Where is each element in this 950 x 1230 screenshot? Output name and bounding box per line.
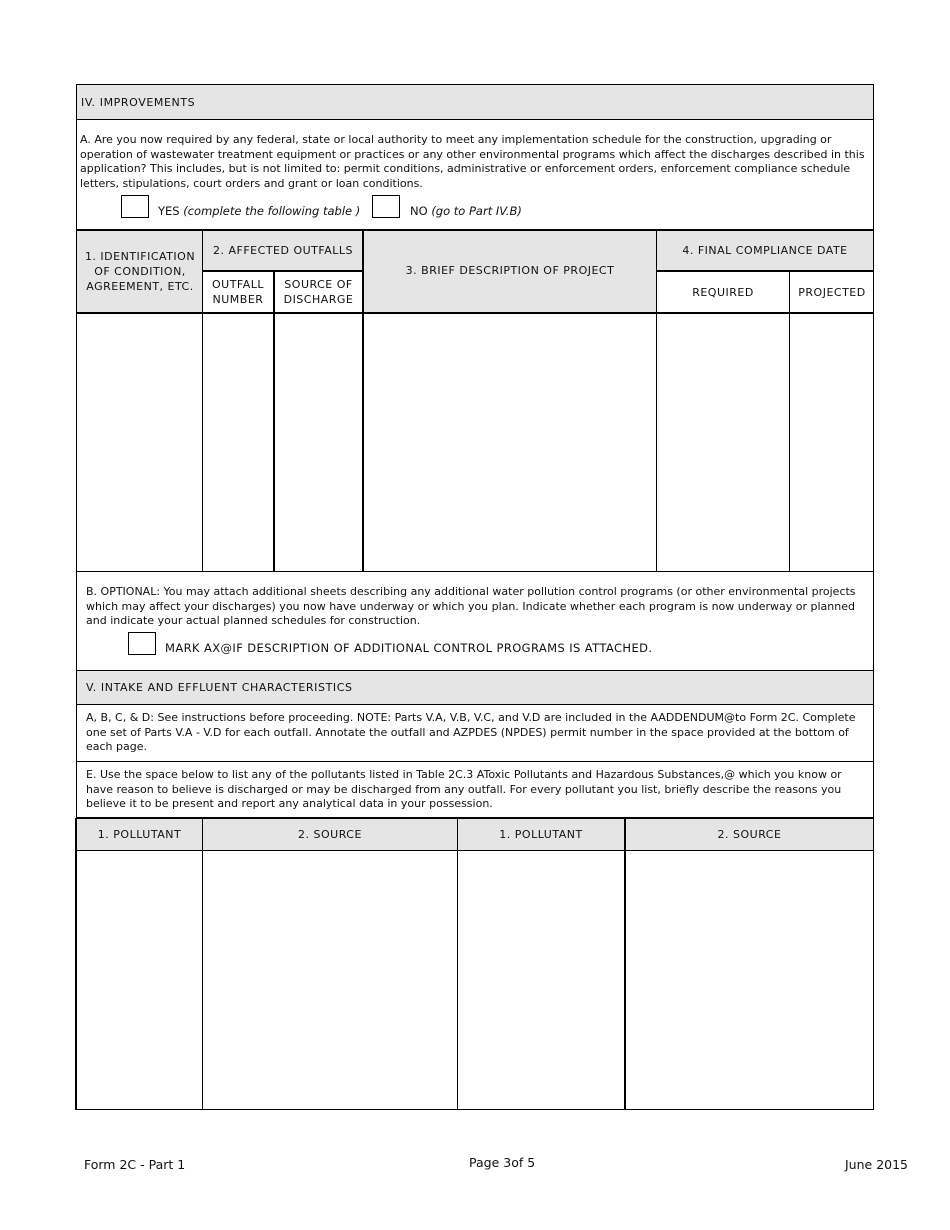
optional-b-text: B. OPTIONAL: You may attach additional sheets describing any additional water pollution control programs (or other environmental projects which may affect your discharges) you now have underway or which you plan. Indicate whether each program is now underway or planned and indicate your actual planned schedules for construction. bbox=[86, 585, 856, 627]
col-brief-description-header: 3. BRIEF DESCRIPTION OF PROJECT bbox=[405, 263, 615, 277]
no-label: NO bbox=[410, 204, 428, 218]
section-iv-header bbox=[77, 85, 873, 119]
pollutant-header-1: 1. POLLUTANT bbox=[97, 828, 182, 841]
divider bbox=[76, 571, 874, 572]
yes-checkbox[interactable] bbox=[121, 195, 149, 218]
col-projected-header: PROJECTED bbox=[798, 285, 866, 299]
divider bbox=[76, 119, 874, 120]
pollutant-table-entry-area[interactable] bbox=[77, 852, 873, 1109]
pollutant-header-2: 1. POLLUTANT bbox=[499, 828, 583, 841]
table-top-line bbox=[76, 229, 874, 231]
frame-left-bold bbox=[75, 818, 77, 1110]
footer-page-number: Page 3of 5 bbox=[469, 1155, 536, 1170]
col-outfall-number-header: OUTFALL NUMBER bbox=[211, 278, 265, 306]
col-identification-header: 1. IDENTIFICATION OF CONDITION, AGREEMENT, ETC. bbox=[84, 249, 196, 293]
subheader-line-compliance bbox=[656, 270, 874, 272]
attached-description-checkbox[interactable] bbox=[128, 632, 156, 655]
attached-description-label: MARK AX@IF DESCRIPTION OF ADDITIONAL CONTROL PROGRAMS IS ATTACHED. bbox=[165, 641, 653, 655]
section-v-header bbox=[77, 671, 873, 704]
question-a-text: A. Are you now required by any federal, state or local authority to meet any implementation schedule for the construction, upgrading or operation of wastewater treatment equipment or practices or any other environmental programs which affect the discharges described in this application? This includes, but is not limited to: permit conditions, administrative or enforcement orders, enforcement compliance schedule letters, stipulations, court orders and grant or loan conditions. bbox=[80, 133, 865, 190]
divider bbox=[76, 761, 874, 762]
footer-form-id: Form 2C - Part 1 bbox=[84, 1157, 186, 1172]
source-header-2: 2. SOURCE bbox=[717, 828, 782, 841]
source-header-1: 2. SOURCE bbox=[298, 828, 362, 841]
col-affected-outfalls-header: 2. AFFECTED OUTFALLS bbox=[213, 243, 353, 257]
improvements-table-entry-area[interactable] bbox=[77, 314, 873, 570]
no-checkbox[interactable] bbox=[372, 195, 400, 218]
section-iv-title: IV. IMPROVEMENTS bbox=[81, 95, 196, 109]
col-final-compliance-header: 4. FINAL COMPLIANCE DATE bbox=[682, 243, 848, 257]
section-v-title: V. INTAKE AND EFFLUENT CHARACTERISTICS bbox=[86, 681, 353, 694]
yes-option bbox=[158, 204, 360, 219]
parts-abcd-text: A, B, C, & D: See instructions before proceeding. NOTE: Parts V.A, V.B, V.C, and V.D are included in the AADDENDUM@to Form 2C. Complete one set of Parts V.A - V.D for each outfall. Annotate the outfall and AZPDES (NPDES) permit number in the space provided at the bottom of each page. bbox=[86, 711, 856, 753]
yes-label: YES bbox=[158, 204, 180, 218]
col-source-of-discharge-header: SOURCE OF DISCHARGE bbox=[283, 278, 354, 306]
col-required-header: REQUIRED bbox=[692, 285, 754, 299]
divider bbox=[76, 850, 874, 851]
footer-date: June 2015 bbox=[845, 1157, 909, 1172]
no-note: (go to Part IV.B) bbox=[431, 204, 522, 218]
subheader-line-outfalls bbox=[202, 270, 364, 272]
part-e-text: E. Use the space below to list any of the pollutants listed in Table 2C.3 AToxic Pollutants and Hazardous Substances,@ which you know or have reason to believe is discharged or may be discharged from any outfall. For every pollutant you list, briefly describe the reasons you believe it to be present and report any analytical data in your possession. bbox=[86, 768, 842, 810]
divider bbox=[76, 704, 874, 705]
no-option bbox=[410, 204, 522, 219]
yes-note: (complete the following table ) bbox=[183, 204, 361, 218]
